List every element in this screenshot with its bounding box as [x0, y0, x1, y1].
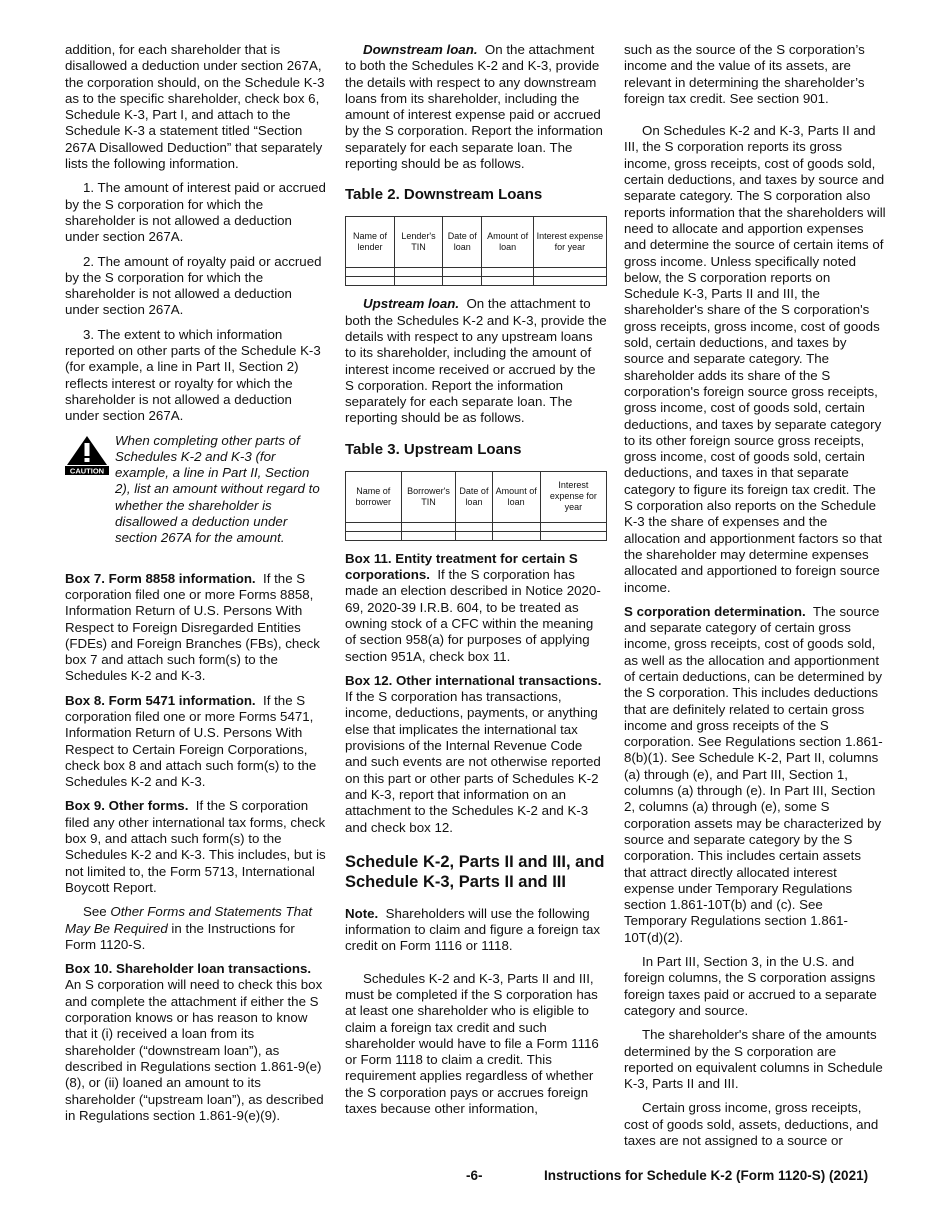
- box12-paragraph: [345, 673, 607, 836]
- upstream-body: On the attachment to both the Schedules K-2 and K-3, provide the details with respect to any upstream loans to its shareholder, including the amount of interest income received or accrued by the S corporation. Report the information separately for each separate loan. The reporting should be as follows.: [345, 296, 607, 426]
- box9-heading: Box 9. Other forms.: [65, 798, 189, 814]
- box8-body: If the S corporation filed one or more Forms 5471, Information Return of U.S. Persons With Respect to Certain Foreign Corporations, check box 8 and attach such form(s) to the Schedules K-2 and K-3.: [65, 692, 317, 790]
- downstream-heading: Downstream loan.: [363, 42, 478, 57]
- caution-text: When completing other parts of Schedules K-2 and K-3 (for example, a line in Part II, Section 2), list an amount without regard to whether the shareholder is disallowed a deduction under section 267A for the amount.: [115, 432, 320, 546]
- box9-body: If the S corporation filed any other international tax forms, check box 9, and attach such form(s) to the Schedules K-2 and K-3. This includes, but is not limited to, the Form 5713, International Boycott Report.: [65, 798, 326, 895]
- scorp-determination-paragraph: [624, 604, 886, 946]
- list-item-2: 2. The amount of royalty paid or accrued by the S corporation for which the shareholder is not allowed a deduction under section 267A.: [65, 253, 322, 318]
- note-heading: Note.: [345, 905, 379, 921]
- see-reference: Other Forms and Statements That May Be Required: [65, 904, 313, 936]
- column-2: [345, 42, 607, 1125]
- box7-heading: Box 7. Form 8858 information.: [65, 570, 256, 586]
- see-suffix: in the Instructions for Form 1120-S.: [65, 920, 295, 952]
- caution-note: [65, 433, 327, 547]
- column-3: [624, 42, 886, 1157]
- table-header-cell: Name of lender: [346, 217, 395, 268]
- upstream-loans-table: [345, 471, 607, 541]
- part3-paragraph: In Part III, Section 3, in the U.S. and foreign columns, the S corporation assigns foreign taxes paid or accrued to a separate category and source.: [624, 954, 877, 1018]
- box12-body: If the S corporation has transactions, income, deductions, payments, or anything else that implicates the international tax provisions of the Internal Revenue Code and such events are not otherwise reported on this part or other parts of Schedules K-2 and K-3, report that information on an attachment to the Schedules K-2 and K-3 and check box 12.: [345, 689, 601, 835]
- table-header-cell: Name of borrower: [346, 471, 402, 522]
- note-paragraph: [345, 906, 607, 955]
- continued-paragraph: such as the source of the S corporation’s income and the value of its assets, are relevant in determining the shareholder’s foreign tax credit. See section 901.: [624, 42, 865, 106]
- caution-label: CAUTION: [69, 466, 105, 475]
- upstream-heading: Upstream loan.: [363, 296, 460, 312]
- box8-heading: Box 8. Form 5471 information.: [65, 692, 256, 708]
- see-paragraph: [65, 904, 327, 953]
- box11-heading: Box 11. Entity treatment for certain S corporations.: [345, 550, 578, 583]
- page-number: -6-: [466, 1168, 483, 1183]
- box10-body: An S corporation will need to check this box and complete the attachment if either the S corporation knows or has reason to know that it (i) received a loan from its shareholder (“downstream loan”), as described in Regulations section 1.861-9(e)(8), or (ii) loaned an amount to its shareholder (“upstream loan”), as described in Regulations section 1.861-9(e)(9).: [65, 977, 324, 1123]
- caution-icon: [65, 435, 109, 475]
- scorp-determination-heading: S corporation determination.: [624, 603, 806, 619]
- schedules-paragraph: Schedules K-2 and K-3, Parts II and III, must be completed if the S corporation has at least one shareholder who is eligible to claim a foreign tax credit and such shareholder would have to file a Form 1116 or Form 1118 to claim a credit. This requirement applies regardless of whether the S corporation pays or accrues foreign taxes because other information,: [345, 970, 599, 1117]
- intro-paragraph: addition, for each shareholder that is disallowed a deduction under section 267A, the corporation should, on the Schedule K-3 as to the specific shareholder, check box 6, Schedule K-3, Part I, and attach to the Schedule K-3 a statement titled “Section 267A Disallowed Deduction” that separately lists the following information.: [65, 42, 325, 172]
- upstream-paragraph: [345, 296, 607, 426]
- box10-paragraph: [65, 961, 327, 1124]
- box7-paragraph: [65, 571, 327, 685]
- box10-heading: Box 10. Shareholder loan transactions.: [65, 961, 312, 977]
- table-header-cell: Borrower's TIN: [401, 471, 456, 522]
- table-header-cell: Interest expense for year: [540, 471, 606, 522]
- table-header-cell: Date of loan: [443, 217, 482, 268]
- table-header-cell: Amount of loan: [492, 471, 540, 522]
- table-row: [346, 268, 607, 277]
- table-header-cell: Lender's TIN: [395, 217, 443, 268]
- downstream-body: On the attachment to both the Schedules K-2 and K-3, provide the details with respect to any downstream loans from its shareholder, including the amount of interest expense paid or accrued by the S corporation. Report the information separately for each separate loan. The reporting should be as follows.: [345, 42, 603, 172]
- column-1: [65, 42, 327, 1132]
- table-header-row: [346, 217, 607, 268]
- list-item-3: 3. The extent to which information reported on other parts of the Schedule K-3 (for example, a line in Part II, Section 2) reflects interest or royalty for which the shareholder is not allowed a deduction under section 267A.: [65, 326, 321, 424]
- box11-paragraph: [345, 551, 607, 665]
- table-header-cell: Amount of loan: [482, 217, 533, 268]
- section-title: Schedule K-2, Parts II and III, and Schedule K-3, Parts II and III: [345, 852, 605, 891]
- box11-body: If the S corporation has made an election described in Notice 2020-69, 2020-39 I.R.B. 604, to be treated as owning stock of a CFC within the meaning of section 958(a) for purposes of applying section 951A, check box 11.: [345, 567, 601, 664]
- table-row: [346, 522, 607, 531]
- box7-body: If the S corporation filed one or more Forms 8858, Information Return of U.S. Persons With Respect to Foreign Disregarded Entities (FDEs) and Foreign Branches (FBs), check box 7 and attach such form(s) to the Schedules K-2 and K-3.: [65, 570, 320, 684]
- table-row: [346, 531, 607, 540]
- note-body: Shareholders will use the following information to claim and figure a foreign tax credit on Form 1116 or 1118.: [345, 905, 600, 954]
- schedules-overview-paragraph: On Schedules K-2 and K-3, Parts II and III, the S corporation reports its gross income, gross receipts, cost of goods sold, certain deductions, and taxes by source and separate category. The S corporation also reports information that the shareholders will need to allocate and apportion expenses and determine the source of certain items of gross income. Unless specifically noted below, the S corporation reports on Schedule K-3, Parts II and III, the shareholder's share of the S corporation's gross receipts, gross income, cost of goods sold, certain deductions, and taxes by source and separate category. The shareholder adds its share of the S corporation's foreign source gross receipts, gross income, cost of goods sold, certain deductions, and taxes by separate category to its other foreign source gross receipts, gross income, cost of goods sold, certain deductions, and taxes in that separate category to figure its foreign tax credit. The S corporation also reports on the Schedule K-3 the share of expenses and the allocation and apportionment factors so that the shareholder may determine expenses allocated and apportioned to foreign source income.: [624, 123, 886, 595]
- table-header-row: [346, 471, 607, 522]
- scorp-determination-body: The source and separate category of certain gross income, gross receipts, cost of goods sold, as well as the allocation and apportionment of certain deductions, can be determined by the S corporation. This includes deductions that are definitely related to certain gross income and gross receipts of the S corporation. See Regulations section 1.861-8(b)(1). See Schedule K-2, Part II, columns (a) through (e), and Part III, Section 1, columns (a) through (e). In Part III, Section 2, columns (a) through (e), some S corporation assets may be characterized by source and separate category by the S corporation. This includes certain assets that attract directly allocated interest expense under Temporary Regulations section 1.861-10T(b) and (c). See Temporary Regulations section 1.861-10T(d)(2).: [624, 603, 883, 945]
- list-item-1: 1. The amount of interest paid or accrued by the S corporation for which the shareholder is not allowed a deduction under section 267A.: [65, 180, 326, 245]
- box8-paragraph: [65, 693, 327, 791]
- table-row: [346, 277, 607, 286]
- see-prefix: See: [83, 904, 111, 920]
- document-title: Instructions for Schedule K-2 (Form 1120-S) (2021): [544, 1168, 869, 1183]
- table-header-cell: Date of loan: [456, 471, 492, 522]
- table2-title: Table 2. Downstream Loans: [345, 186, 543, 204]
- table-header-cell: Interest expense for year: [533, 217, 606, 268]
- box9-paragraph: [65, 798, 327, 896]
- shareholder-share-paragraph: The shareholder's share of the amounts determined by the S corporation are reported on equivalent columns in Schedule K-3, Parts II and III.: [624, 1027, 883, 1092]
- downstream-paragraph: [345, 42, 607, 172]
- downstream-loans-table: [345, 216, 607, 286]
- box12-heading: Box 12. Other international transactions.: [345, 672, 602, 688]
- table3-title: Table 3. Upstream Loans: [345, 440, 522, 458]
- certain-items-paragraph: Certain gross income, gross receipts, cost of goods sold, assets, deductions, and taxes are not assigned to a source or: [624, 1100, 879, 1148]
